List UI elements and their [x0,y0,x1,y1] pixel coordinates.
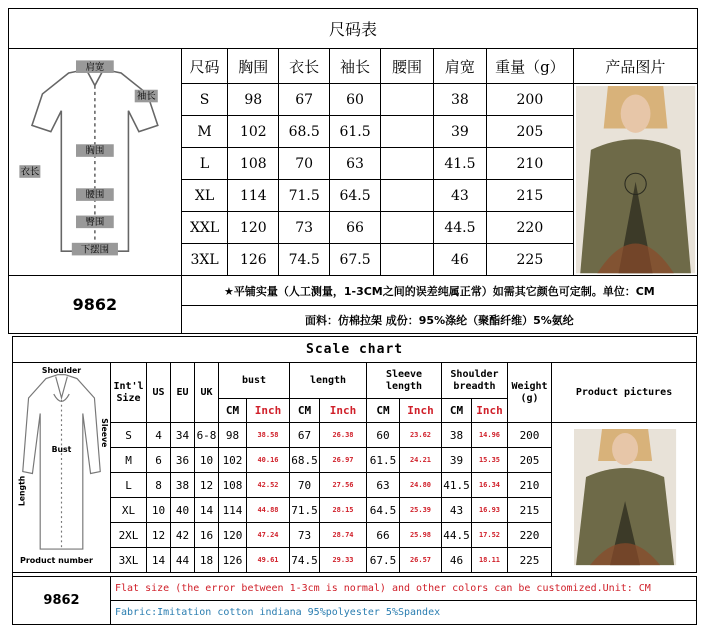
table-cell: 73 [279,212,330,244]
table-cell: 70 [279,148,330,180]
table-cell [380,180,433,212]
chinese-size-table [8,8,698,334]
table-cell: 38 [433,84,486,116]
table-cell: 41.5 [433,148,486,180]
header-length: 衣长 [279,49,330,84]
table-cell: 63 [330,148,381,180]
header-weight: Weight (g) [508,363,552,423]
table-cell: 3XL [111,548,147,573]
header-eu: EU [171,363,195,423]
table-cell: 60 [330,84,381,116]
header-shoulder: 肩宽 [433,49,486,84]
header-bust: 胸围 [228,49,279,84]
sketch-length-label: 衣长 [20,166,40,178]
table-cell: 120 [219,523,247,548]
unit-inch: Inch [400,399,442,423]
table-cell: 23.62 [400,423,442,448]
sketch-waist-label: 腰围 [85,189,105,201]
unit-inch: Inch [320,399,367,423]
product-photo-image [576,86,695,273]
table-cell: 14 [147,548,171,573]
sketch-bust-label: 胸围 [85,145,105,157]
header-size: 尺码 [181,49,228,84]
table-cell: 14 [195,498,219,523]
header-sleeve-length: Sleeve length [367,363,442,399]
table-cell: 67.5 [367,548,400,573]
table-cell: 200 [486,84,573,116]
table-cell: 42 [171,523,195,548]
product-number: 9862 [9,276,182,334]
table-cell: 102 [219,448,247,473]
table-cell [380,116,433,148]
table-cell: XL [111,498,147,523]
table-cell: 26.57 [400,548,442,573]
table-cell: 63 [367,473,400,498]
table-cell: 66 [330,212,381,244]
table-cell: L [181,148,228,180]
table-cell: 61.5 [330,116,381,148]
table-cell: 60 [367,423,400,448]
table-cell: 10 [147,498,171,523]
table-cell: M [181,116,228,148]
table-cell: 98 [228,84,279,116]
product-photo-en-image [554,425,694,569]
table-cell: 46 [433,244,486,276]
size-note: ★平铺实量（人工测量，1-3CM之间的误差纯属正常）如需其它颜色可定制。单位：CM [181,276,697,306]
table-cell: 74.5 [279,244,330,276]
table-cell: 98 [219,423,247,448]
table-cell: 102 [228,116,279,148]
table-cell: 26.38 [320,423,367,448]
sketch-shoulder-label-en: Shoulder [41,365,82,375]
header-weight: 重量（g） [486,49,573,84]
sketch-hem-label: 下摆围 [80,244,110,256]
garment-sketch-en-drawing [15,365,108,559]
table-cell: 18.11 [472,548,508,573]
table-cell: 210 [508,473,552,498]
header-uk: UK [195,363,219,423]
table-cell: 67 [290,423,320,448]
table-cell: 47.24 [247,523,290,548]
header-intl-size: Int'l Size [111,363,147,423]
table-cell: 225 [508,548,552,573]
unit-cm: CM [219,399,247,423]
header-bust: bust [219,363,290,399]
header-picture: 产品图片 [573,49,697,84]
garment-sketch-drawing [11,52,179,272]
table-cell: 16.34 [472,473,508,498]
sketch-shoulder-label: 肩宽 [85,61,105,73]
unit-inch: Inch [472,399,508,423]
table-cell: 28.15 [320,498,367,523]
table-cell: 36 [171,448,195,473]
table-cell: 61.5 [367,448,400,473]
table-cell: 18 [195,548,219,573]
header-us: US [147,363,171,423]
sketch-sleeve-label: 袖长 [136,91,156,103]
table-cell: 44.88 [247,498,290,523]
table-cell: 38 [171,473,195,498]
table-cell: 6-8 [195,423,219,448]
table-cell: 64.5 [330,180,381,212]
table-cell: S [181,84,228,116]
table-cell: 44.5 [433,212,486,244]
table-cell: 108 [228,148,279,180]
table-cell: 215 [486,180,573,212]
size-table-title: 尺码表 [9,9,698,49]
header-waist: 腰围 [380,49,433,84]
table-cell: 39 [442,448,472,473]
table-cell: 114 [228,180,279,212]
header-shoulder-breadth: Shoulder breadth [442,363,508,399]
header-sleeve: 袖长 [330,49,381,84]
table-cell: 39 [433,116,486,148]
table-cell: 16.93 [472,498,508,523]
sketch-bust-label-en: Bust [51,445,72,455]
table-cell: 44 [171,548,195,573]
table-cell [380,212,433,244]
table-cell: 225 [486,244,573,276]
table-cell: 66 [367,523,400,548]
table-cell: 4 [147,423,171,448]
table-cell: 126 [228,244,279,276]
product-number-label: Product number [20,556,93,565]
header-length: length [290,363,367,399]
table-cell: 25.39 [400,498,442,523]
table-cell: 12 [147,523,171,548]
table-cell: 16 [195,523,219,548]
table-cell: 15.35 [472,448,508,473]
header-product-pictures: Product pictures [552,363,697,423]
table-cell: 71.5 [290,498,320,523]
table-cell: 41.5 [442,473,472,498]
table-cell: 200 [508,423,552,448]
unit-cm: CM [290,399,320,423]
table-cell: 8 [147,473,171,498]
table-cell: 29.33 [320,548,367,573]
table-cell: 68.5 [279,116,330,148]
table-cell: 14.96 [472,423,508,448]
garment-sketch-en [13,363,111,573]
table-cell: 43 [433,180,486,212]
table-cell: 3XL [181,244,228,276]
table-cell: 10 [195,448,219,473]
table-cell: M [111,448,147,473]
table-cell: XL [181,180,228,212]
table-cell: S [111,423,147,448]
table-cell: 71.5 [279,180,330,212]
table-cell: 6 [147,448,171,473]
english-size-table [12,336,697,625]
scale-chart-title: Scale chart [13,337,697,363]
table-cell: 26.97 [320,448,367,473]
table-cell: 67 [279,84,330,116]
table-cell: 215 [508,498,552,523]
sketch-sleeve-label-en: Sleeve [100,418,110,448]
table-cell: 24.80 [400,473,442,498]
table-cell: 40 [171,498,195,523]
table-cell [380,148,433,180]
fabric-info: 面料：仿棉拉架 成份：95%涤纶（聚酯纤维）5%氨纶 [181,306,697,334]
table-cell: 68.5 [290,448,320,473]
table-cell: 17.52 [472,523,508,548]
table-cell: 38 [442,423,472,448]
table-cell: L [111,473,147,498]
table-cell: 64.5 [367,498,400,523]
table-cell: 38.58 [247,423,290,448]
table-cell: 12 [195,473,219,498]
product-number: 9862 [13,577,111,625]
unit-cm: CM [367,399,400,423]
table-cell: 205 [508,448,552,473]
product-photo [573,84,697,276]
unit-inch: Inch [247,399,290,423]
table-cell: 24.21 [400,448,442,473]
table-cell: 34 [171,423,195,448]
table-cell: XXL [181,212,228,244]
table-cell: 44.5 [442,523,472,548]
table-cell: 220 [486,212,573,244]
table-cell: 120 [228,212,279,244]
table-cell: 27.56 [320,473,367,498]
sketch-hip-label: 臀围 [85,217,105,229]
table-cell: 28.74 [320,523,367,548]
table-cell: 73 [290,523,320,548]
product-photo-en [552,423,697,573]
table-cell: 114 [219,498,247,523]
fabric-info-en: Fabric:Imitation cotton indiana 95%polyester 5%Spandex [111,601,697,625]
table-cell [380,84,433,116]
sketch-length-label-en: Length [17,475,27,507]
size-note-en: Flat size (the error between 1-3cm is normal) and other colors can be customized.Unit: CM [111,577,697,601]
table-cell: 205 [486,116,573,148]
table-cell: 2XL [111,523,147,548]
table-cell: 70 [290,473,320,498]
table-cell [380,244,433,276]
unit-cm: CM [442,399,472,423]
table-cell: 25.98 [400,523,442,548]
table-cell: 210 [486,148,573,180]
table-cell: 49.61 [247,548,290,573]
table-cell: 126 [219,548,247,573]
table-cell: 40.16 [247,448,290,473]
table-cell: 74.5 [290,548,320,573]
table-cell: 46 [442,548,472,573]
table-cell: 220 [508,523,552,548]
table-cell: 108 [219,473,247,498]
garment-sketch [9,49,182,276]
table-cell: 67.5 [330,244,381,276]
table-cell: 42.52 [247,473,290,498]
table-cell: 43 [442,498,472,523]
